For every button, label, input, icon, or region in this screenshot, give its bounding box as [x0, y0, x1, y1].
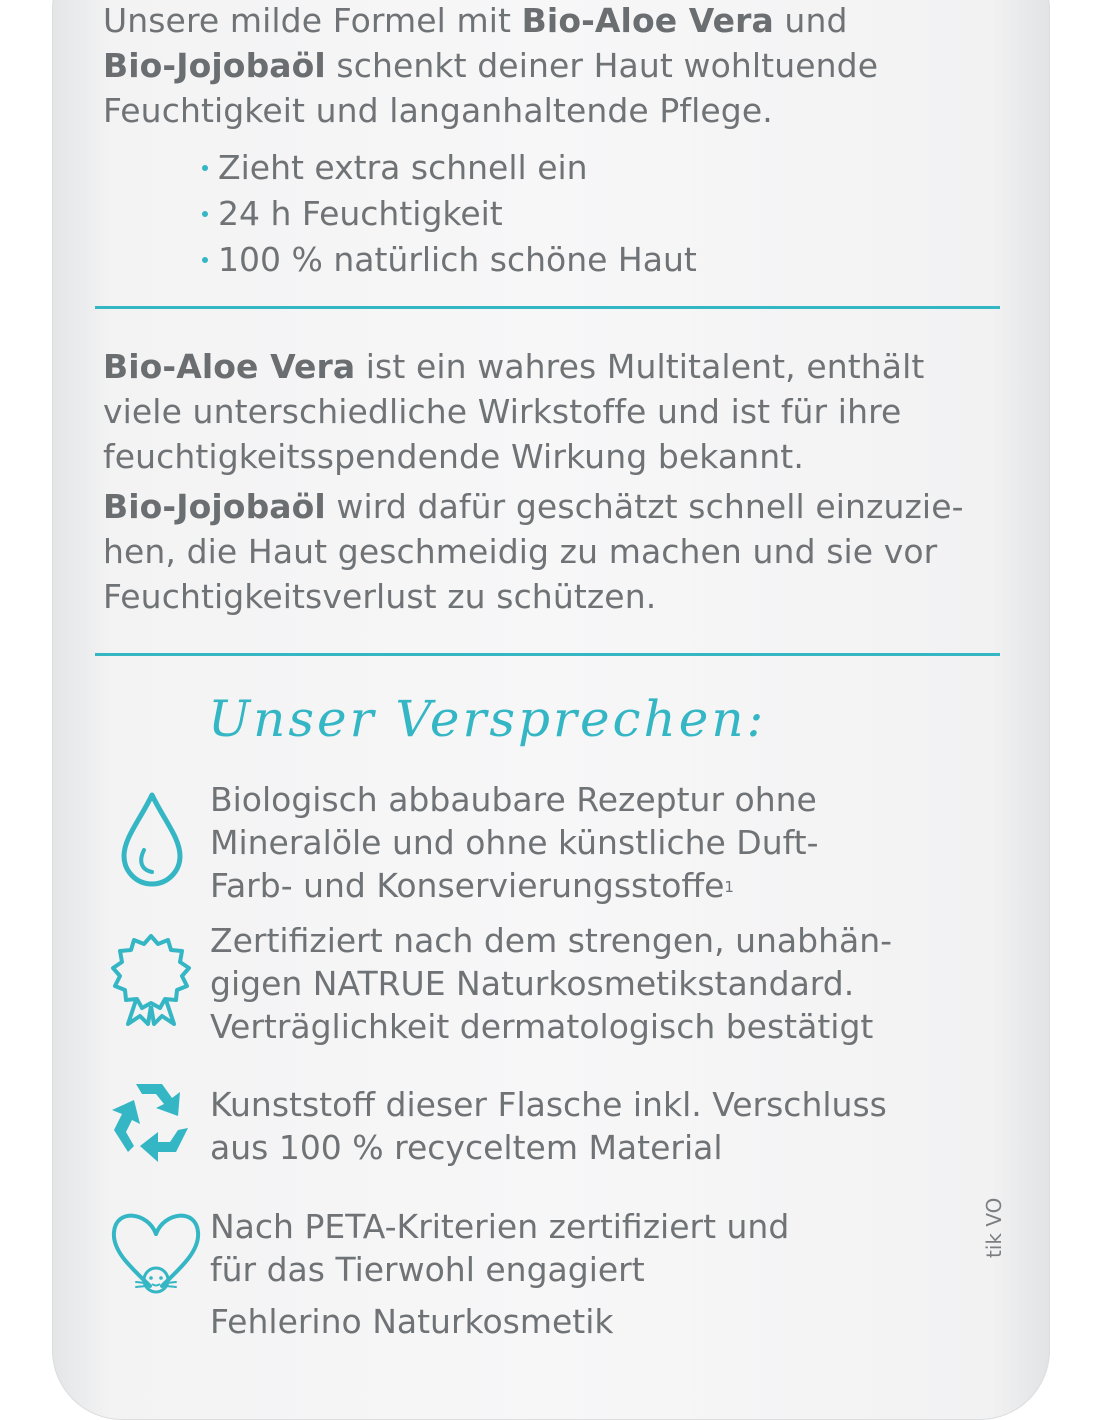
list-item: 100 % natürlich schöne Haut [198, 237, 697, 283]
benefit-list [198, 145, 697, 283]
promise-item-text: Nach PETA-Kriterien zertifiziert und für das Tierwohl engagiert [210, 1207, 790, 1289]
water-drop-icon [118, 790, 186, 890]
side-note-vertical: tik VO [982, 1197, 1006, 1258]
promise-item-text: Zertifiziert nach dem strengen, unabhän- gigen NATRUE Naturkosmetikstandard. Verträglichkeit dermatologisch bestätigt [210, 921, 893, 1046]
divider-line [95, 306, 1000, 309]
list-item: Zieht extra schnell ein [198, 145, 697, 191]
bullet-dot-icon [202, 257, 208, 263]
intro-paragraph: Unsere milde Formel mit Bio-Aloe Vera und Bio-Jojobaöl schenkt deiner Haut wohltuende Feuchtigkeit und langanhaltende Pflege. [103, 1, 879, 130]
promise-item-text: Biologisch abbaubare Rezeptur ohne Mineralöle und ohne künstliche Duft- Farb- und Konservierungsstoffe$^1$ [210, 780, 819, 905]
heart-bunny-icon [108, 1194, 204, 1298]
footnote-marker: 1 [724, 878, 734, 896]
intro-bold-aloe: Bio-Aloe Vera [521, 1, 774, 40]
bullet-dot-icon [202, 211, 208, 217]
intro-bold-jojoba: Bio-Jojobaöl [103, 46, 326, 85]
promise-heading: Unser Versprechen: [208, 690, 767, 748]
promise-item-text: Kunststoff dieser Flasche inkl. Verschluss aus 100 % recyceltem Material [210, 1085, 887, 1167]
certificate-rosette-icon [110, 932, 192, 1028]
bullet-dot-icon [202, 165, 208, 171]
cutoff-text-line: Fehlerino Naturkosmetik [210, 1302, 614, 1341]
divider-line [95, 653, 1000, 656]
list-item: 24 h Feuchtigkeit [198, 191, 697, 237]
aloe-paragraph: Bio-Aloe Vera ist ein wahres Multitalent, enthält viele unterschiedliche Wirkstoffe und ist für ihre feuchtigkeitsspendende Wirkung bekannt. [103, 347, 925, 476]
recycle-icon [106, 1074, 196, 1168]
jojoba-paragraph: Bio-Jojobaöl wird dafür geschätzt schnell einzuzie- hen, die Haut geschmeidig zu machen und sie vor Feuchtigkeitsverlust zu schützen. [103, 487, 964, 616]
